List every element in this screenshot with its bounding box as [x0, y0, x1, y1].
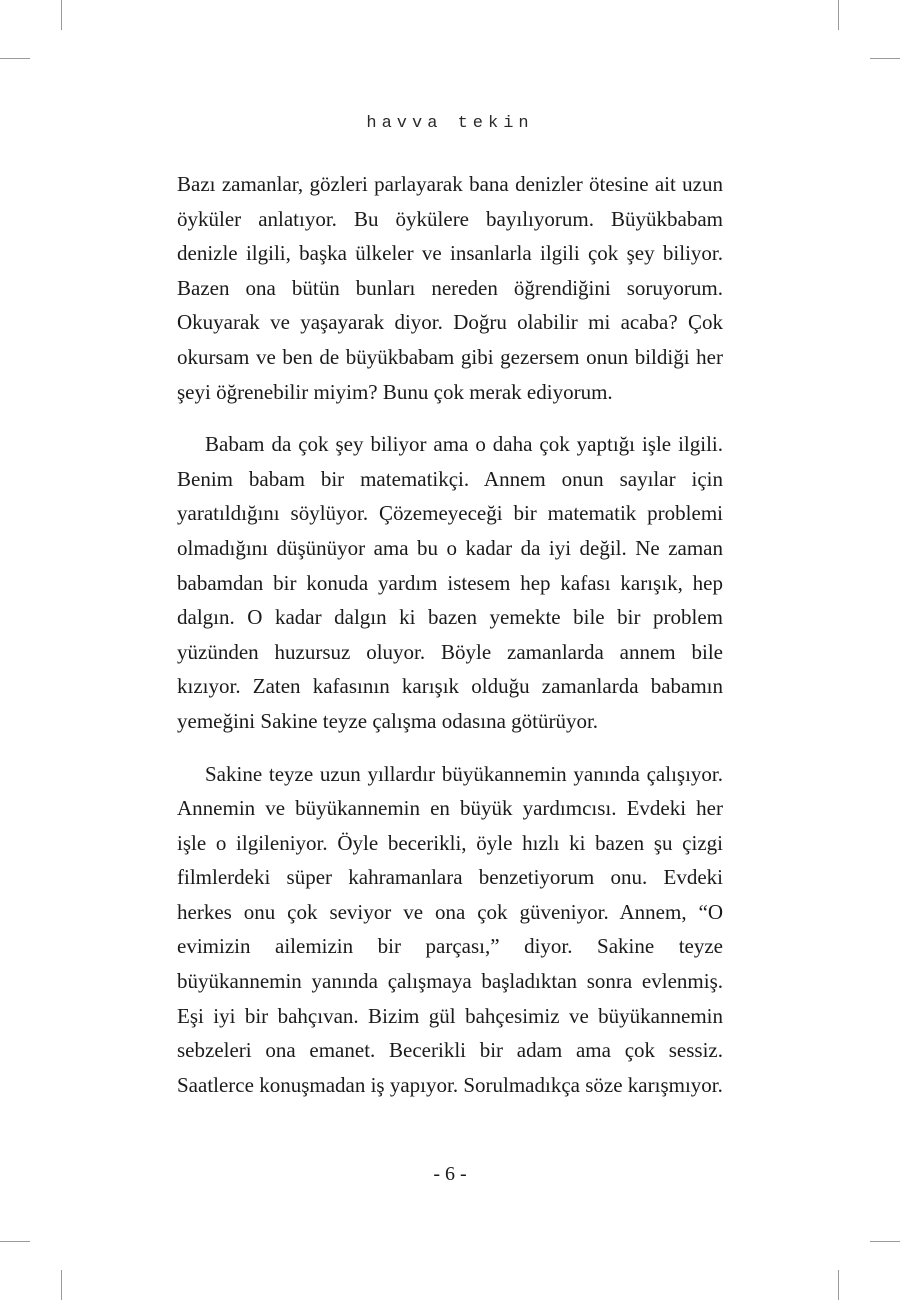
crop-mark-bottom-left [61, 1270, 62, 1300]
crop-mark-left-top [0, 58, 30, 59]
crop-mark-top-left [61, 0, 62, 30]
paragraph-2: Babam da çok şey biliyor ama o daha çok yaptığı işle ilgili. Benim babam bir matematikçi. Annem onun sayılar için yaratıldığını söylüyor. Çözemeyeceği bir matematik problemi olmadığını düşünüyor ama bu o kadar da iyi değil. Ne zaman babamdan bir konuda yardım istesem hep kafası karışık, hep dalgın. O kadar dalgın ki bazen yemekte bile bir problem yüzünden huzursuz oluyor. Böyle zamanlarda annem bile kızıyor. Zaten kafasının karışık olduğu zamanlarda babamın yemeğini Sakine teyze çalışma odasına götürüyor. [177, 432, 723, 733]
paragraph-1: Bazı zamanlar, gözleri parlayarak bana denizler ötesine ait uzun öyküler anlatıyor. Bu öykülere bayılıyorum. Büyükbabam denizle ilgili, başka ülkeler ve insanlarla ilgili çok şey biliyor. Bazen ona bütün bunları nereden öğrendiğini soruyorum. Okuyarak ve yaşayarak diyor. Doğru olabilir mi acaba? Çok okursam ve ben de büyükbabam gibi gezersem onun bildiği her şeyi öğrenebilir miyim? Bunu çok merak ediyorum. [177, 172, 723, 404]
crop-mark-right-bottom [870, 1241, 900, 1242]
crop-mark-top-right [838, 0, 839, 30]
crop-mark-right-top [870, 58, 900, 59]
crop-mark-bottom-right [838, 1270, 839, 1300]
crop-mark-left-bottom [0, 1241, 30, 1242]
paragraph-3: Sakine teyze uzun yıllardır büyükannemin yanında çalışıyor. Annemin ve büyükannemin en büyük yardımcısı. Evdeki her işle o ilgileniyor. Öyle becerikli, öyle hızlı ki bazen şu çizgi filmlerdeki süper kahramanlara benzetiyorum onu. Evdeki herkes onu çok seviyor ve ona çok güveniyor. Annem, “O evimizin ailemizin bir parçası,” diyor. Sakine teyze büyükannemin yanında çalışmaya başladıktan sonra evlenmiş. Eşi iyi bir bahçıvan. Bizim gül bahçesimiz ve büyükannemin sebzeleri ona emanet. Becerikli bir adam ama çok sessiz. Saatlerce konuşmadan iş yapıyor. Sorulmadıkça söze karışmıyor. [177, 761, 723, 1097]
page-body [177, 167, 723, 1120]
running-header-author: havva tekin [366, 114, 534, 133]
page-number: - 6 - [433, 1163, 467, 1185]
